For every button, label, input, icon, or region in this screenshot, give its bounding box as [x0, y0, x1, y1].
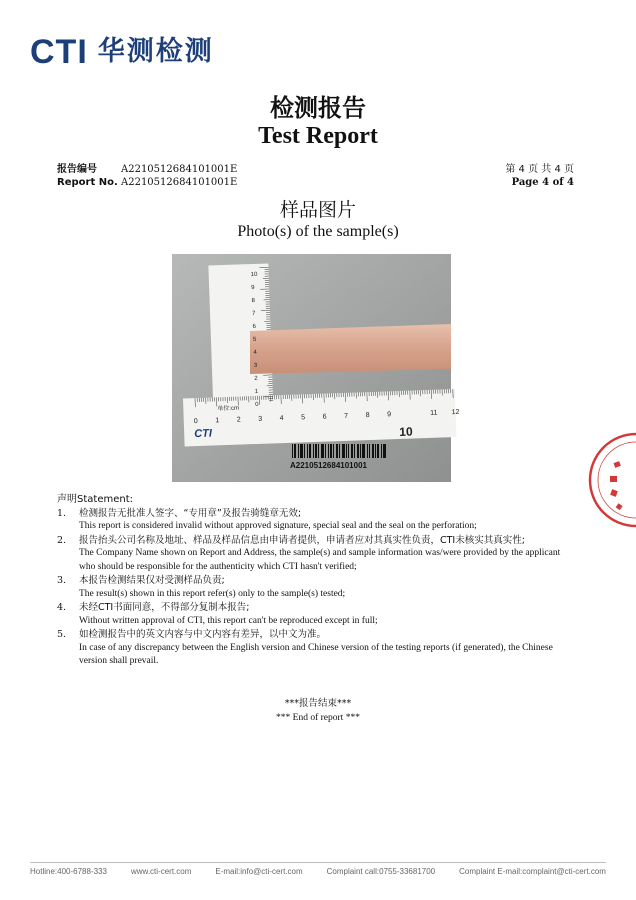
ruler-tick-label: 5: [301, 414, 306, 422]
section-title-en: Photo(s) of the sample(s): [237, 223, 399, 240]
ruler-tick-label: 9: [387, 411, 392, 419]
report-no-value-en: A2210512684101001E: [121, 177, 238, 188]
page-indicator-cn: 第 4 页 共 4 页: [505, 164, 574, 175]
end-of-report-cn: ***报告结束***: [284, 698, 352, 709]
side-ruler-tick-label: 3: [253, 362, 258, 370]
side-ruler-tick-label: 7: [251, 310, 256, 318]
statement-item-number: 3.: [57, 575, 67, 586]
statement-item-1: [57, 507, 577, 521]
end-of-report-en: *** End of report ***: [276, 713, 360, 723]
section-title-cn: 样品图片: [279, 199, 356, 221]
side-ruler-tick-label: 9: [251, 284, 255, 292]
statement-item-number: 1.: [57, 507, 67, 519]
ruler-tick-label: 0: [193, 418, 198, 426]
report-number: [57, 163, 237, 189]
statement-item-en: In case of any discrepancy between the English version and Chinese version of the testing reports (if generated), the Chinese version shall prevail.: [79, 642, 553, 666]
ruler-tick-label: 4: [279, 415, 284, 423]
footer-complaint-call: Complaint call:0755-33681700: [326, 867, 436, 876]
logo-cti-text: CTI: [30, 33, 88, 71]
ruler-unit-label: 单位:cm: [217, 405, 240, 413]
copper-foil-strip: [250, 324, 451, 374]
statement-item-en: Without written approval of CTI, this report can't be reproduced except in full;: [79, 615, 378, 626]
statement-item-5: [57, 628, 577, 642]
statement-item-en: This report is considered invalid without approved signature, special seal and the seal on the perforation;: [79, 521, 477, 531]
side-ruler-tick-label: 6: [252, 323, 256, 331]
statement-item-cn: 本报告检测结果仅对受测样品负责;: [79, 575, 225, 586]
footer-email: E-mail:info@cti-cert.com: [215, 867, 303, 876]
side-ruler-tick-label: 10: [250, 271, 258, 279]
logo-cn-text: 华测检测: [97, 36, 214, 67]
statement-item-cn: 未经CTI书面同意，不得部分复制本报告;: [79, 602, 250, 613]
page-indicator-en: Page 4 of 4: [511, 177, 574, 188]
seal-stamp: [602, 432, 636, 528]
statement-item-cn: 检测报告无批准人签字、“专用章”及报告骑缝章无效;: [79, 507, 302, 519]
statement-section: [57, 493, 577, 669]
side-ruler-tick-label: 0: [255, 401, 259, 409]
statement-heading: 声明Statement:: [57, 494, 133, 505]
report-no-value-cn: A2210512684101001E: [121, 164, 238, 175]
report-title-en: Test Report: [258, 123, 378, 149]
ruler-tick-label: 11: [430, 409, 438, 417]
ruler-tick-label: 8: [365, 412, 370, 420]
statement-item-number: 2.: [57, 534, 67, 546]
side-ruler-tick-label: 4: [253, 349, 257, 357]
side-ruler-tick-label: 1: [254, 388, 259, 396]
statement-item-number: 4.: [57, 602, 67, 613]
side-ruler-tick-label: 2: [254, 375, 258, 383]
side-ruler-tick-label: 5: [252, 336, 257, 344]
ruler-tick-label: 2: [236, 416, 241, 424]
barcode-text: A2210512684101001: [290, 461, 367, 470]
ruler-tick-label: 7: [344, 412, 349, 420]
page-footer: [30, 862, 606, 876]
sample-photo: [172, 254, 460, 482]
statement-item-cn: 报告抬头公司名称及地址、样品及样品信息由申请者提供，申请者应对其真实性负责，CTI未核实其真实性;: [79, 534, 525, 546]
company-logo: [30, 34, 214, 70]
ruler-logo: CTI: [194, 427, 213, 441]
ruler-tick-label: 6: [322, 413, 327, 421]
statement-item-cn: 如检测报告中的英文内容与中文内容有差异，以中文为准。: [79, 629, 327, 640]
report-title-cn: 检测报告: [270, 94, 366, 122]
footer-hotline: Hotline:400-6788-333: [30, 867, 107, 876]
report-no-label-cn: 报告编号: [57, 164, 97, 175]
statement-item-en: The result(s) shown in this report refer(s) only to the sample(s) tested;: [79, 588, 346, 599]
report-no-label-en: Report No.: [57, 177, 118, 188]
statement-item-2: [57, 534, 577, 548]
statement-item-4: [57, 601, 577, 615]
ruler-big-label: 10: [399, 424, 413, 439]
ruler-tick-label: 3: [258, 415, 263, 423]
statement-item-3: [57, 574, 577, 588]
statement-item-number: 5.: [57, 629, 67, 640]
side-ruler-tick-label: 8: [251, 297, 256, 305]
footer-complaint-email: Complaint E-mail:complaint@cti-cert.com: [459, 867, 606, 876]
statement-item-en: The Company Name shown on Report and Address, the sample(s) and sample information was/were provided by the applicant who should be responsible for the authenticity which CTI hasn't verified;: [79, 548, 561, 572]
ruler-tick-label: 12: [451, 408, 460, 417]
ruler-tick-label: 1: [215, 417, 220, 425]
page-indicator: [505, 163, 574, 189]
footer-website: www.cti-cert.com: [130, 867, 192, 876]
